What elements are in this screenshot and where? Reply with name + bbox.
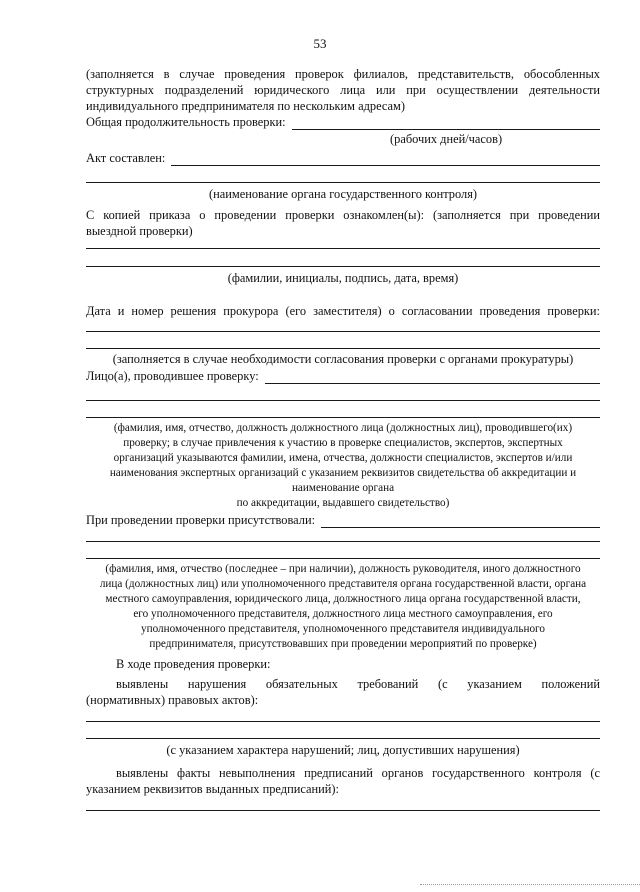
present-field [86,512,600,528]
act-caption: (наименование органа государственного контроля) [208,187,478,201]
violations-line-1: выявлены нарушения обязательных требований (с указанием положений [116,677,600,691]
inspector-caption-2: проверку; в случае привлечения к участию в проверке специалистов, экспертов, экспертных [123,437,563,449]
duration-label: Общая продолжительность проверки: [86,115,286,129]
order-copy-caption: (фамилии, инициалы, подпись, дата, время) [227,271,459,285]
present-input-line-2[interactable] [86,541,600,542]
orders-line-1: выявлены факты невыполнения предписаний органов государственного контроля (с [116,766,600,780]
prosecutor-caption: (заполняется в случае необходимости согласования проверки с органами прокуратуры) [112,352,574,366]
duration-field [86,114,600,130]
inspector-caption-3: организаций указываются фамилии, имена, отчества, должности специалистов, экспертов и/или [113,452,573,464]
present-caption-1: (фамилия, имя, отчество (последнее – при наличии), должность руководителя, иного должностного [105,563,581,575]
inspector-caption-6: по аккредитации, выдавшего свидетельство) [236,497,450,509]
inspector-caption-1: (фамилия, имя, отчество, должность должностного лица (должностных лиц), проводившего(их) [113,422,573,434]
present-label: При проведении проверки присутствовали: [86,513,316,527]
order-copy-line-1: С копией приказа о проведении проверки ознакомлен(ы): (заполняется при проведении [86,208,600,222]
order-copy-input-line-2[interactable] [86,266,600,267]
present-caption-5: уполномоченного представителя, уполномоченного представителя индивидуального [141,623,545,635]
violations-caption: (с указанием характера нарушений; лиц, допустивших нарушения) [166,743,520,757]
order-copy-input-line-1[interactable] [86,248,600,249]
inspector-label: Лицо(а), проводившее проверку: [86,369,259,383]
act-input-line[interactable] [171,151,600,166]
findings-heading: В ходе проведения проверки: [116,657,271,671]
inspector-input-line-3[interactable] [86,417,600,418]
scan-edge-line [420,884,640,885]
inspector-caption-4: наименования экспертных организаций с указанием реквизитов свидетельства об аккредитации и [109,467,577,479]
duration-caption: (рабочих дней/часов) [390,132,503,146]
page-number: 53 [313,36,327,51]
violations-input-line-2[interactable] [86,738,600,739]
violations-line-2: (нормативных) правовых актов): [86,693,259,707]
present-caption-3: местного самоуправления, юридического лица, должностного лица органа государственной власти, [105,593,581,605]
present-caption-6: предпринимателя, присутствовавших при проведении мероприятий по проверке) [149,638,537,650]
intro-note-line-1: (заполняется в случае проведения проверок филиалов, представительств, обособленных [86,67,600,81]
act-input-line-2[interactable] [86,182,600,183]
present-input-line-3[interactable] [86,558,600,559]
inspector-field [86,368,600,384]
inspector-input-line-2[interactable] [86,400,600,401]
order-copy-line-2: выездной проверки) [86,224,193,238]
prosecutor-input-line-2[interactable] [86,348,600,349]
act-field [86,150,600,166]
prosecutor-input-line-1[interactable] [86,331,600,332]
present-caption-2: лица (должностных лиц) или уполномоченного представителя органа государственной власти, органа [99,578,587,590]
duration-input-line[interactable] [292,115,600,130]
present-caption-4: его уполномоченного представителя, должностного лица местного самоуправления, его [133,608,553,620]
present-input-line[interactable] [321,513,600,528]
act-label: Акт составлен: [86,151,166,165]
violations-input-line-1[interactable] [86,721,600,722]
orders-input-line[interactable] [86,810,600,811]
inspector-input-line[interactable] [265,369,600,384]
intro-note-line-2: структурных подразделений юридического лица или при осуществлении деятельности [86,83,600,97]
prosecutor-text: Дата и номер решения прокурора (его заместителя) о согласовании проведения проверки: [86,304,600,318]
orders-line-2: указанием реквизитов выданных предписаний): [86,782,339,796]
inspector-caption-5: наименование органа [291,482,395,494]
intro-note-line-3: индивидуального предпринимателя по нескольким адресам) [86,99,405,113]
